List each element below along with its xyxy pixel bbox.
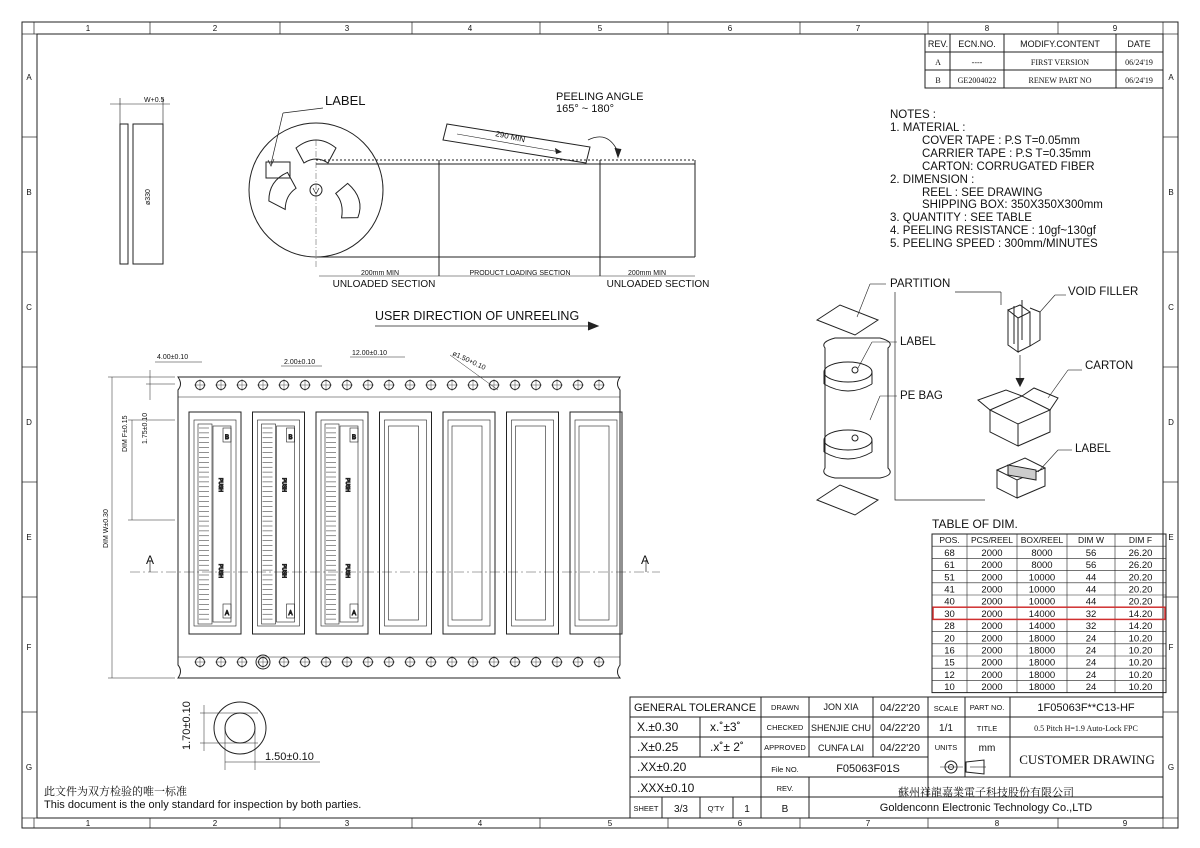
pocket-mark-a: A — [224, 611, 230, 617]
units-value: mm — [978, 743, 996, 754]
file-number: F05063F01S — [836, 763, 900, 775]
drawn-name: JON XIA — [823, 702, 859, 712]
zone-row-right: F — [1168, 643, 1174, 652]
zone-row-left: G — [25, 763, 33, 772]
note-5: 5. PEELING SPEED : 300mm/MINUTES — [890, 238, 1098, 250]
zone-col-top: 2 — [212, 24, 218, 33]
dim-table-cell: 10.20 — [1128, 682, 1153, 694]
dim-table-cell: 2000 — [981, 621, 1003, 633]
dim-table-cell: 14000 — [1028, 621, 1056, 633]
reel-label-callout: LABEL — [325, 93, 366, 108]
sheet-value: 3/3 — [674, 804, 688, 815]
pocket-mark-b: B — [288, 435, 293, 441]
dim-table-cell: 14.20 — [1128, 608, 1153, 620]
rev-a-ecn: ---- — [971, 58, 983, 67]
dim-table-header: DIM F — [1128, 535, 1153, 546]
rev-b-rev: B — [935, 76, 941, 85]
dim-table-cell: 18000 — [1028, 645, 1056, 657]
zone-row-left: A — [26, 73, 32, 82]
dim-table-cell: 56 — [1085, 547, 1097, 559]
units-label: UNITS — [934, 743, 958, 752]
dim-table-cell: 20.20 — [1128, 596, 1153, 608]
dim-table-cell: 10.20 — [1128, 657, 1153, 669]
dim-table-cell: 10000 — [1028, 572, 1056, 584]
dim-table-cell: 44 — [1085, 572, 1097, 584]
tol-2a: .X±0.25 — [637, 740, 679, 754]
dim-table-cell: 12 — [944, 669, 955, 681]
zone-col-bottom: 6 — [737, 819, 743, 828]
note-1a: COVER TAPE : P.S T=0.05mm — [922, 135, 1080, 147]
rev-header-content: MODIFY.CONTENT — [1020, 39, 1100, 49]
note-1b: CARRIER TAPE : P.S T=0.35mm — [922, 148, 1091, 160]
zone-row-left: D — [26, 418, 32, 427]
company-cn: 蘇州祥龍嘉業電子科技股份有限公司 — [898, 787, 1074, 799]
zone-col-bottom: 8 — [994, 819, 1000, 828]
dim-table-cell: 41 — [944, 584, 955, 596]
zone-col-top: 7 — [855, 24, 861, 33]
pack-label-2: LABEL — [1075, 443, 1111, 455]
dim-table-cell: 20 — [944, 633, 955, 645]
drawn-label: DRAWN — [770, 703, 800, 712]
part-number: 1F05063F**C13-HF — [1037, 702, 1135, 714]
dim-table-cell: 2000 — [981, 547, 1003, 559]
dim-table-cell: 2000 — [981, 682, 1003, 694]
zone-col-top: 5 — [597, 24, 603, 33]
pocket-push-text: PUSH — [280, 564, 287, 578]
rev-a-content: FIRST VERSION — [1030, 58, 1090, 67]
unreeling-direction: USER DIRECTION OF UNREELING — [375, 309, 580, 323]
dim-table-header: PCS/REEL — [970, 535, 1014, 546]
approved-date: 04/22'20 — [880, 742, 920, 754]
checked-label: CHECKED — [766, 723, 804, 732]
title-label: TITLE — [976, 724, 998, 733]
dim-table-cell: 16 — [944, 645, 955, 657]
dim-table-cell: 32 — [1085, 608, 1097, 620]
tol-2b: .x˚± 2˚ — [710, 740, 744, 754]
void-filler-label: VOID FILLER — [1068, 286, 1139, 298]
dim-table-cell: 8000 — [1031, 560, 1053, 572]
pocket-mark-b: B — [351, 435, 357, 441]
dim-table-cell: 10.20 — [1128, 633, 1153, 645]
dim-table-cell: 20.20 — [1128, 572, 1153, 584]
dim-table-cell: 2000 — [981, 596, 1003, 608]
dim-table-cell: 32 — [1085, 621, 1097, 633]
zone-row-right: C — [1168, 303, 1174, 312]
pocket-push-text: PUSH — [344, 478, 350, 492]
reel-diameter-dim: ø330 — [145, 189, 152, 205]
rev-b-content: RENEW PART NO — [1028, 76, 1092, 85]
peeling-angle-title: PEELING ANGLE — [556, 91, 644, 103]
dim-hole-width: 1.50±0.10 — [265, 751, 314, 763]
zone-col-top: 3 — [344, 24, 350, 33]
dim-table-cell: 14.20 — [1128, 621, 1153, 633]
section-3-length: 200mm MIN — [627, 270, 667, 277]
zone-row-left: E — [26, 533, 32, 542]
notes-title: NOTES : — [890, 109, 937, 121]
dim-table-cell: 18000 — [1028, 682, 1056, 694]
zone-row-right: B — [1168, 188, 1174, 197]
zone-col-top: 4 — [467, 24, 473, 33]
dim-table-cell: 10000 — [1028, 596, 1056, 608]
footer-cn: 此文件为双方检验的唯一标准 — [44, 786, 187, 798]
dim-table-cell: 20.20 — [1128, 584, 1153, 596]
zone-row-right: G — [1167, 763, 1175, 772]
tol-1a: X.±0.30 — [637, 720, 679, 734]
rev-label: REV. — [776, 784, 794, 793]
part-no-label: PART NO. — [969, 703, 1005, 712]
zone-col-top: 1 — [85, 24, 91, 33]
dim-table-cell: 44 — [1085, 596, 1097, 608]
pocket-push-text: PUSH — [280, 478, 287, 492]
pocket-push-text: PUSH — [344, 564, 350, 578]
pocket-mark-a: A — [288, 611, 293, 617]
rev-b-ecn: GE2004022 — [957, 76, 997, 85]
dim-table-cell: 10.20 — [1128, 645, 1153, 657]
dim-table-cell: 24 — [1085, 682, 1097, 694]
zone-row-right: A — [1168, 73, 1174, 82]
scale-label: SCALE — [933, 704, 959, 713]
zone-row-left: B — [26, 188, 32, 197]
peel-min-length: 290 MIN — [494, 129, 527, 145]
dim-table-cell: 18000 — [1028, 657, 1056, 669]
dim-hole-height: 1.70±0.10 — [181, 701, 193, 750]
note-2b: SHIPPING BOX: 350X350X300mm — [922, 199, 1103, 211]
dim-offset: 2.00±0.10 — [284, 359, 316, 366]
dim-table-header: DIM W — [1078, 535, 1104, 546]
dim-table-title: TABLE OF DIM. — [932, 517, 1018, 531]
carton-label: CARTON — [1085, 360, 1134, 372]
note-1: 1. MATERIAL : — [890, 122, 966, 134]
approved-label: APPROVED — [764, 743, 806, 752]
dim-table-cell: 24 — [1085, 669, 1097, 681]
dim-table-cell: 51 — [944, 572, 955, 584]
dim-table-cell: 2000 — [981, 645, 1003, 657]
dim-table-cell: 24 — [1085, 657, 1097, 669]
dim-table-cell: 10 — [944, 682, 955, 694]
zone-col-bottom: 2 — [212, 819, 218, 828]
sheet-label: SHEET — [633, 804, 659, 813]
zone-col-bottom: 9 — [1122, 819, 1128, 828]
checked-name: SHENJIE CHU — [810, 723, 872, 733]
note-1c: CARTON: CORRUGATED FIBER — [922, 161, 1095, 173]
pe-bag-label: PE BAG — [900, 390, 943, 402]
footer-en: This document is the only standard for inspection by both parties. — [44, 799, 362, 811]
pocket-mark-b: B — [224, 435, 230, 441]
dim-hole-pitch: 4.00±0.10 — [157, 354, 189, 361]
note-4: 4. PEELING RESISTANCE : 10gf~130gf — [890, 225, 1096, 237]
dim-table-cell: 2000 — [981, 584, 1003, 596]
dim-table-cell: 2000 — [981, 633, 1003, 645]
dim-table-cell: 18000 — [1028, 633, 1056, 645]
dim-table-cell: 44 — [1085, 584, 1097, 596]
peeling-angle-value: 165° ~ 180° — [556, 103, 615, 115]
qty-label: Q'TY — [707, 804, 725, 813]
zone-col-top: 6 — [727, 24, 733, 33]
note-2: 2. DIMENSION : — [890, 174, 975, 186]
dim-table-cell: 2000 — [981, 657, 1003, 669]
dim-table-cell: 2000 — [981, 669, 1003, 681]
zone-row-right: E — [1168, 533, 1174, 542]
zone-col-top: 9 — [1112, 24, 1118, 33]
partition-label: PARTITION — [890, 278, 951, 290]
section-mark-left: A — [146, 553, 155, 567]
pocket-mark-a: A — [351, 611, 357, 617]
qty-value: 1 — [744, 804, 750, 815]
rev-header-ecn: ECN.NO. — [958, 39, 996, 49]
file-label: File NO. — [771, 765, 799, 774]
dim-table-cell: 14000 — [1028, 608, 1056, 620]
dim-table-cell: 15 — [944, 657, 955, 669]
rev-b-date: 06/24'19 — [1125, 76, 1153, 85]
rev-a-date: 06/24'19 — [1125, 58, 1153, 67]
company-en: Goldenconn Electronic Technology Co.,LTD — [879, 802, 1093, 814]
title-value: 0.5 Pitch H=1.9 Auto-Lock FPC — [1034, 724, 1138, 733]
note-2a: REEL : SEE DRAWING — [922, 187, 1043, 199]
zone-col-bottom: 5 — [607, 819, 613, 828]
approved-name: CUNFA LAI — [817, 743, 865, 753]
general-tolerance: GENERAL TOLERANCE — [633, 702, 757, 714]
dim-table-cell: 24 — [1085, 645, 1097, 657]
dim-table-cell: 26.20 — [1128, 547, 1153, 559]
tol-4: .XXX±0.10 — [637, 781, 695, 795]
zone-col-bottom: 3 — [344, 819, 350, 828]
dim-table-cell: 68 — [944, 547, 955, 559]
pocket-push-text: PUSH — [217, 478, 223, 492]
rev-header-date: DATE — [1127, 39, 1151, 49]
note-3: 3. QUANTITY : SEE TABLE — [890, 212, 1032, 224]
section-3-name: UNLOADED SECTION — [606, 279, 710, 290]
tol-3: .XX±0.20 — [637, 760, 687, 774]
dim-table-cell: 40 — [944, 596, 955, 608]
dim-table-cell: 2000 — [981, 608, 1003, 620]
section-1-length: 200mm MIN — [360, 270, 400, 277]
dim-table-header: POS. — [939, 535, 960, 546]
scale-value: 1/1 — [939, 723, 953, 734]
dim-table-cell: 8000 — [1031, 547, 1053, 559]
dim-table-cell: 18000 — [1028, 669, 1056, 681]
dim-table-cell: 2000 — [981, 572, 1003, 584]
section-mark-right: A — [641, 553, 650, 567]
section-1-name: UNLOADED SECTION — [332, 279, 436, 290]
dim-table-cell: 61 — [944, 560, 955, 572]
zone-col-bottom: 7 — [865, 819, 871, 828]
checked-date: 04/22'20 — [880, 722, 920, 734]
zone-row-right: D — [1168, 418, 1174, 427]
dim-table — [932, 534, 1166, 693]
dim-table-cell: 10000 — [1028, 584, 1056, 596]
dim-w: DIM W±0.30 — [103, 509, 110, 548]
section-2-name: PRODUCT LOADING SECTION — [469, 270, 571, 277]
rev-header-rev: REV. — [927, 39, 949, 49]
rev-a-rev: A — [935, 58, 941, 67]
reel-width-dim: W+0.5 — [144, 97, 165, 104]
pack-label-1: LABEL — [900, 336, 936, 348]
dim-table-cell: 26.20 — [1128, 560, 1153, 572]
drawn-date: 04/22'20 — [880, 702, 920, 714]
dim-f: DIM F±0.15 — [122, 415, 129, 452]
dim-table-cell: 2000 — [981, 560, 1003, 572]
zone-col-top: 8 — [984, 24, 990, 33]
dim-hole-diameter: ø1.50+0.10 — [451, 350, 487, 372]
customer-drawing: CUSTOMER DRAWING — [1019, 752, 1155, 767]
dim-table-cell: 28 — [944, 621, 955, 633]
zone-col-bottom: 4 — [477, 819, 483, 828]
dim-table-cell: 10.20 — [1128, 669, 1153, 681]
dim-pocket-pitch: 12.00±0.10 — [352, 350, 387, 357]
zone-row-left: F — [26, 643, 32, 652]
dim-edge: 1.75±0.10 — [142, 412, 149, 444]
tol-1b: x.˚±3˚ — [710, 720, 741, 734]
pocket-push-text: PUSH — [217, 564, 223, 578]
zone-row-left: C — [26, 303, 32, 312]
dim-table-header: BOX/REEL — [1020, 535, 1064, 546]
dim-table-cell: 24 — [1085, 633, 1097, 645]
zone-col-bottom: 1 — [85, 819, 91, 828]
rev-value: B — [781, 804, 789, 815]
dim-table-cell: 30 — [944, 608, 955, 620]
dim-table-cell: 56 — [1085, 560, 1097, 572]
